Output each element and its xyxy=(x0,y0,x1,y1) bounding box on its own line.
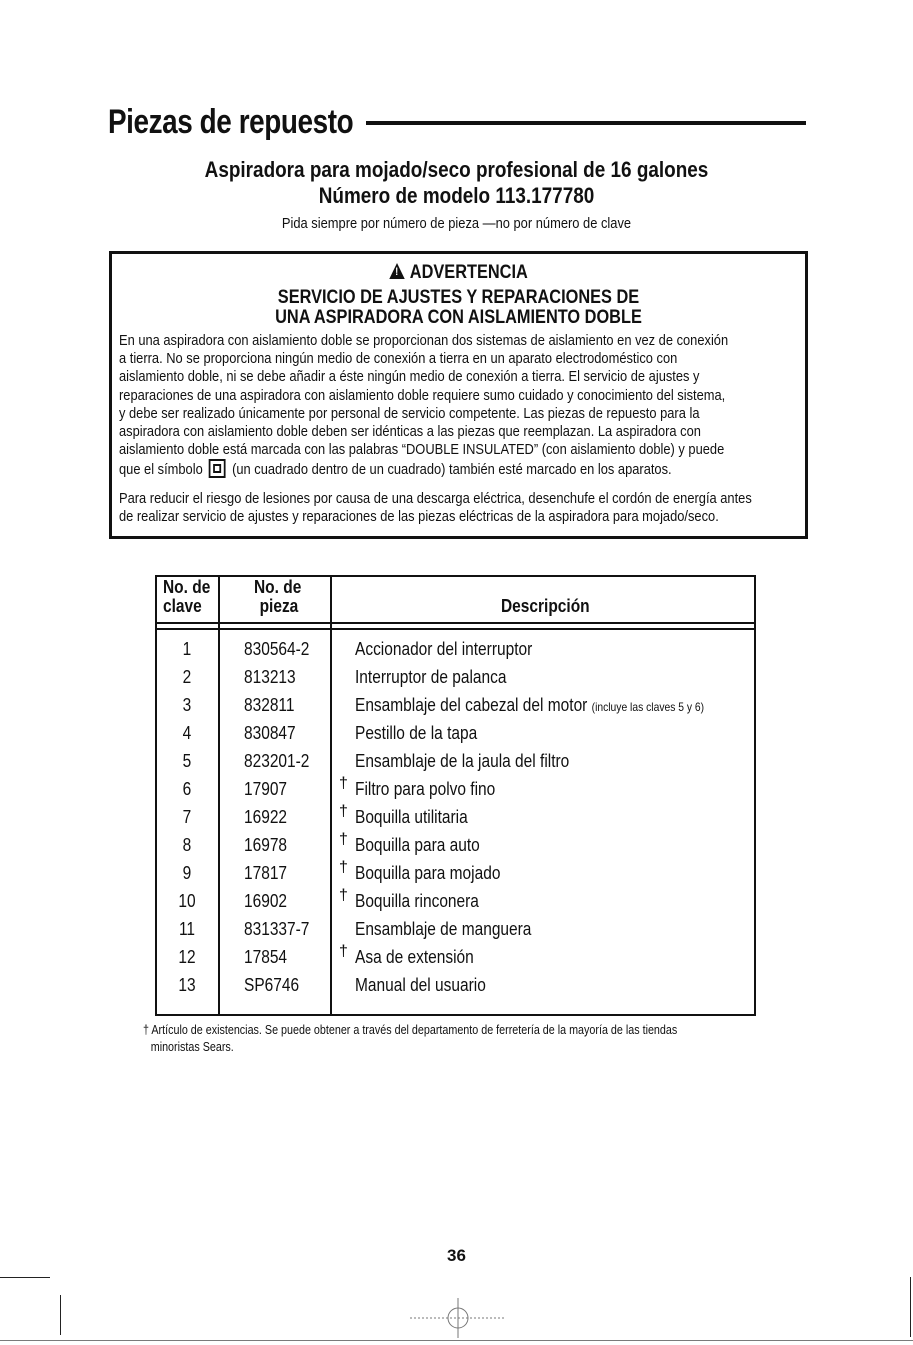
title-rule xyxy=(366,121,806,125)
cell-part-number: 17817 xyxy=(244,863,288,883)
cell-key-number: 9 xyxy=(182,863,192,883)
model-number: Número de modelo 113.177780 xyxy=(318,183,595,208)
symbol-trail-text: (un cuadrado dentro de un cuadrado) también esté marcado en los aparatos. xyxy=(232,462,672,479)
cell-key-number: 13 xyxy=(178,975,196,995)
cell-key-number: 4 xyxy=(182,723,192,743)
table-row xyxy=(157,943,754,975)
cell-key-number: 1 xyxy=(182,639,192,659)
description-text: Boquilla utilitaria xyxy=(355,807,468,827)
table-row xyxy=(157,751,754,779)
stock-item-dagger: † xyxy=(339,775,348,792)
warning-line: a tierra. No se proporciona ningún medio de conexión a tierra en un aparato electrodoméstico con xyxy=(119,351,678,368)
page-title: Piezas de repuesto xyxy=(108,103,354,141)
cell-part-number: 813213 xyxy=(244,667,296,687)
cell-description xyxy=(355,695,704,716)
cell-key-number: 11 xyxy=(178,919,196,939)
cell-part-number: 16978 xyxy=(244,835,288,855)
warning-line: En una aspiradora con aislamiento doble se proporcionan dos sistemas de aislamiento en vez de conexión xyxy=(119,333,729,349)
cell-key-number: 2 xyxy=(182,667,192,687)
cell-description xyxy=(355,975,486,996)
cell-key-number: 10 xyxy=(178,891,196,911)
warning-paragraph-2 xyxy=(119,490,794,526)
table-row xyxy=(157,831,754,863)
warning-box xyxy=(109,251,808,539)
warning-paragraph-1 xyxy=(119,332,794,480)
warning-line: aspiradora con aislamiento doble deben ser idénticas a las piezas que reemplazan. La aspiradora con xyxy=(119,424,701,441)
header-description: Descripción xyxy=(501,596,590,616)
cell-key-number: 12 xyxy=(178,947,196,967)
stock-item-dagger: † xyxy=(339,859,348,876)
warning-title: ADVERTENCIA xyxy=(409,262,528,283)
cell-part-number: 17907 xyxy=(244,779,288,799)
stock-item-dagger: † xyxy=(339,831,348,848)
stock-item-dagger: † xyxy=(339,803,348,820)
order-note: Pida siempre por número de pieza —no por número de clave xyxy=(281,215,632,232)
cell-description xyxy=(355,751,569,772)
cell-key-number: 6 xyxy=(182,779,192,799)
warning-subtitle-line1: SERVICIO DE AJUSTES Y REPARACIONES DE xyxy=(277,287,640,308)
cell-description xyxy=(355,639,532,660)
parts-table xyxy=(155,575,756,1016)
description-text: Boquilla rinconera xyxy=(355,891,479,911)
table-row xyxy=(157,975,754,1003)
stock-item-dagger: † xyxy=(339,887,348,904)
warning-line: Para reducir el riesgo de lesiones por causa de una descarga eléctrica, desenchufe el cordón de energía antes xyxy=(119,491,752,507)
cell-part-number: SP6746 xyxy=(244,975,300,995)
header-part-number xyxy=(254,578,301,616)
cell-description xyxy=(355,835,480,856)
cell-part-number: 832811 xyxy=(244,695,295,715)
registration-mark-icon xyxy=(410,1298,506,1338)
table-row xyxy=(157,723,754,751)
warning-line: y debe ser realizado únicamente por personal de servicio competente. Las piezas de repuesto para la xyxy=(119,405,700,422)
stock-item-dagger: † xyxy=(339,943,348,960)
warning-line xyxy=(119,459,794,479)
page-number: 36 xyxy=(447,1246,466,1265)
warning-subtitle-line2: UNA ASPIRADORA CON AISLAMIENTO DOBLE xyxy=(275,307,642,328)
header-key-number xyxy=(163,578,210,616)
product-title: Aspiradora para mojado/seco profesional de 16 galones xyxy=(204,157,709,182)
cell-description xyxy=(355,947,474,968)
symbol-lead-text: que el símbolo xyxy=(119,462,203,479)
description-text: Pestillo de la tapa xyxy=(355,723,478,743)
description-text: Asa de extensión xyxy=(355,947,474,967)
crop-mark xyxy=(60,1295,61,1335)
cell-key-number: 5 xyxy=(182,751,192,771)
header-rule xyxy=(157,622,754,624)
description-text: Boquilla para auto xyxy=(355,835,480,855)
cell-part-number: 16902 xyxy=(244,891,288,911)
cell-description xyxy=(355,807,468,828)
table-row xyxy=(157,775,754,807)
cell-key-number: 8 xyxy=(182,835,192,855)
cell-description xyxy=(355,779,495,800)
crop-mark xyxy=(0,1340,913,1341)
cell-part-number: 830564-2 xyxy=(244,639,310,659)
cell-description xyxy=(355,919,531,940)
header-part-line2: pieza xyxy=(259,596,299,616)
cell-part-number: 823201-2 xyxy=(244,751,310,771)
table-row xyxy=(157,803,754,835)
warning-heading xyxy=(161,262,757,284)
table-row xyxy=(157,919,754,947)
cell-part-number: 831337-7 xyxy=(244,919,310,939)
footnote-line1: † Artículo de existencias. Se puede obtener a través del departamento de ferretería de la mayoría de las tiendas xyxy=(143,1023,678,1037)
description-text: Boquilla para mojado xyxy=(355,863,501,883)
double-insulated-square-icon xyxy=(209,459,226,478)
footnote-line2: minoristas Sears. xyxy=(150,1040,234,1054)
crop-mark xyxy=(0,1277,50,1278)
description-note: (incluye las claves 5 y 6) xyxy=(591,700,705,714)
table-row xyxy=(157,639,754,667)
cell-description xyxy=(355,863,500,884)
cell-part-number: 16922 xyxy=(244,807,288,827)
crop-mark xyxy=(910,1277,911,1337)
description-text: Accionador del interruptor xyxy=(355,639,533,659)
description-text: Filtro para polvo fino xyxy=(355,779,496,799)
description-text: Ensamblaje de la jaula del filtro xyxy=(355,751,570,771)
table-row xyxy=(157,695,754,723)
warning-line: reparaciones de una aspiradora con aislamiento doble requiere sumo cuidado y conocimiento del sistema, xyxy=(119,387,726,404)
warning-line: aislamiento doble, ni se debe añadir a éste ningún medio de conexión a tierra. El servicio de ajustes y xyxy=(119,369,700,386)
cell-key-number: 7 xyxy=(182,807,192,827)
table-row xyxy=(157,667,754,695)
description-text: Ensamblaje del cabezal del motor xyxy=(355,695,588,715)
header-rule xyxy=(157,628,754,630)
description-text: Manual del usuario xyxy=(355,975,486,995)
header-key-line1: No. de xyxy=(163,577,211,597)
warning-line: de realizar servicio de ajustes y reparaciones de las piezas eléctricas de la aspiradora para mojado/seco. xyxy=(119,509,719,526)
warning-line: aislamiento doble está marcada con las palabras “DOUBLE INSULATED” (con aislamiento doble) y puede xyxy=(119,442,725,459)
table-row xyxy=(157,887,754,919)
footnote xyxy=(143,1022,797,1056)
cell-part-number: 17854 xyxy=(244,947,288,967)
cell-key-number: 3 xyxy=(182,695,192,715)
page-heading xyxy=(108,100,806,144)
warning-triangle-icon xyxy=(389,263,404,279)
description-text: Interruptor de palanca xyxy=(355,667,507,687)
header-part-line1: No. de xyxy=(254,577,302,597)
cell-description xyxy=(355,723,477,744)
cell-part-number: 830847 xyxy=(244,723,296,743)
description-text: Ensamblaje de manguera xyxy=(355,919,532,939)
header-key-line2: clave xyxy=(163,596,202,616)
table-row xyxy=(157,859,754,891)
cell-description xyxy=(355,667,506,688)
cell-description xyxy=(355,891,479,912)
